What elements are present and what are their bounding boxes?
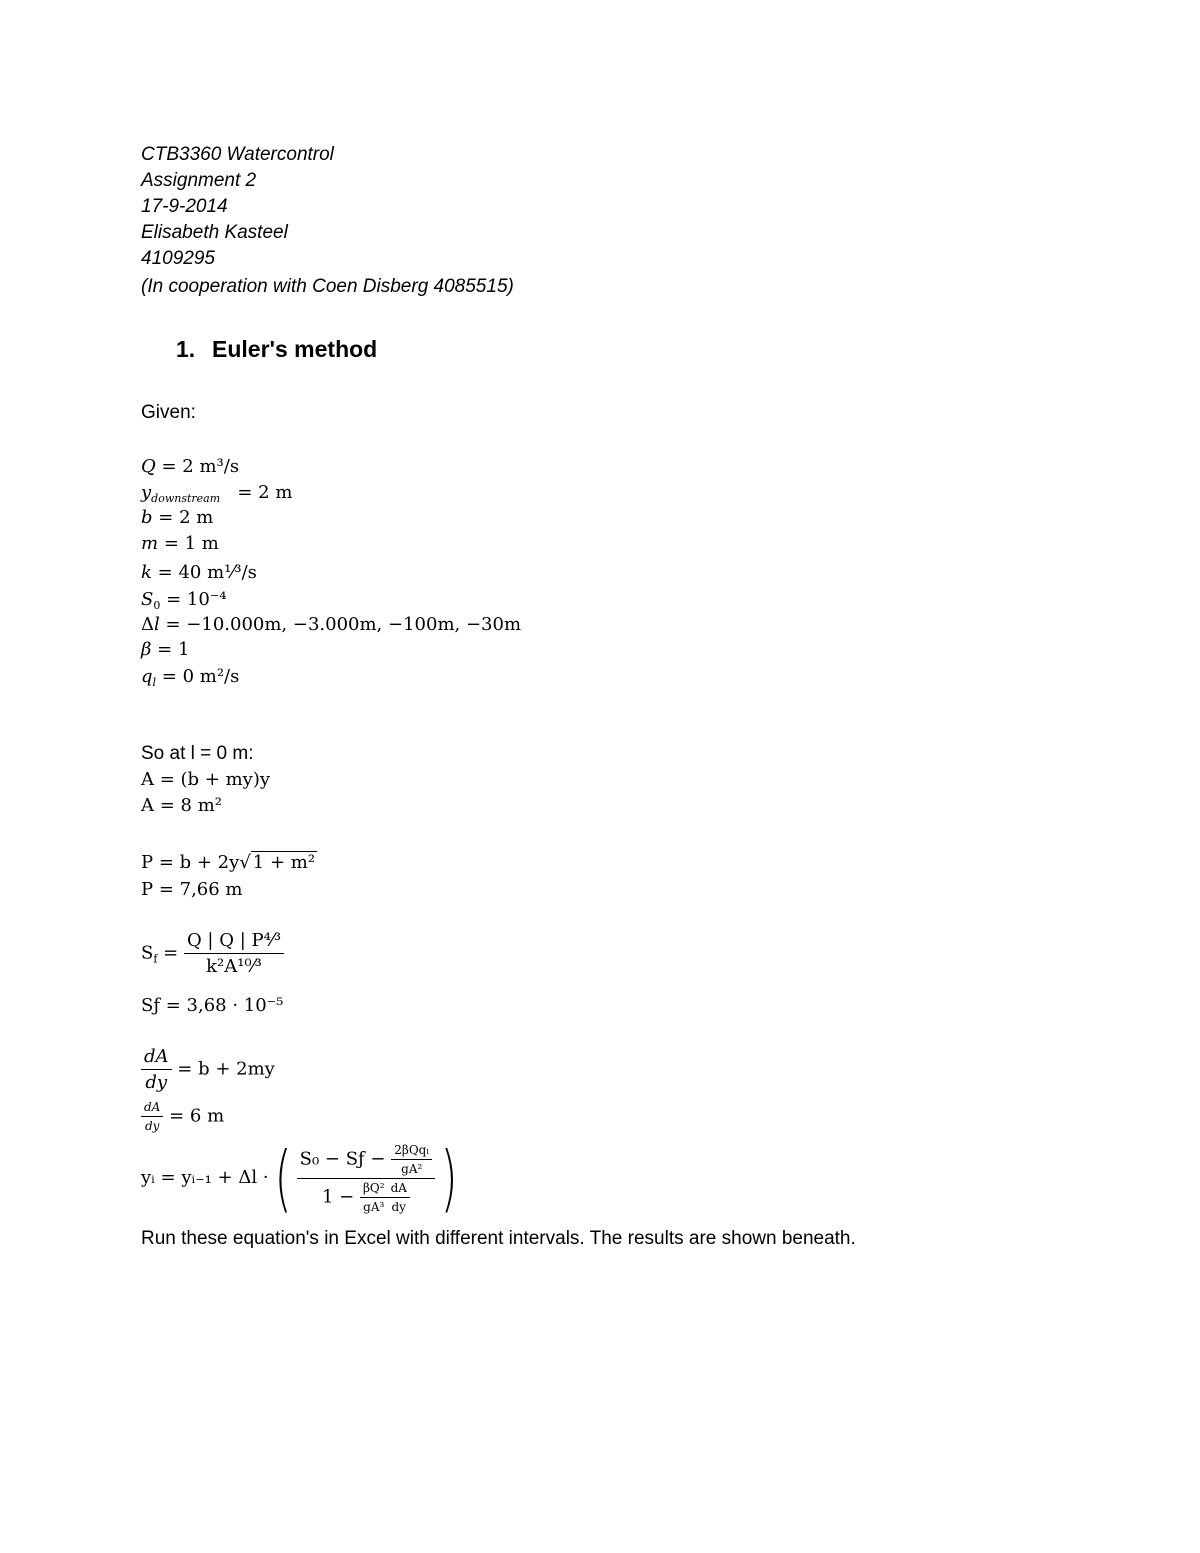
given-label: Given: <box>141 402 196 423</box>
friction-slope-value: Sƒ = 3,68 · 10⁻⁵ <box>141 995 284 1016</box>
dAdy-value: $\frac{dA}{dy}$ = 6 m <box>141 1100 224 1133</box>
dAdy-formula: $\frac{dA}{dy}$ = b + 2my <box>141 1046 275 1093</box>
perimeter-value: P = 7,66 m <box>141 879 243 900</box>
given-b: b = 2 m <box>141 507 214 528</box>
assignment-line: Assignment 2 <box>141 170 257 191</box>
given-Q: Q = 2 m³/s <box>141 456 240 477</box>
given-ql: $q_l = 0$ m²/s <box>141 666 240 689</box>
given-S0: $S_0 = 10^{-4}$ <box>141 589 227 612</box>
area-value: A = 8 m² <box>141 795 222 816</box>
friction-slope-formula: $S_f$ = $\frac{\text{Q | Q | P⁴⁄³}}{\text{k²A¹⁰⁄³}}$ <box>141 930 284 977</box>
author-line: Elisabeth Kasteel <box>141 222 288 243</box>
section-number: 1. <box>176 336 196 362</box>
given-k: k = 40 m¹⁄³/s <box>141 562 257 583</box>
student-number-line: 4109295 <box>141 248 215 269</box>
given-y-downstream: $y_{downstream}$ = 2 m <box>141 482 293 505</box>
given-dl: Δl = −10.000m, −3.000m, −100m, −30m <box>141 614 522 635</box>
section-title: Euler's method <box>212 336 378 362</box>
date-line: 17-9-2014 <box>141 196 228 217</box>
course-line: CTB3360 Watercontrol <box>141 144 334 165</box>
given-m: m = 1 m <box>141 533 219 554</box>
given-beta: β = 1 <box>141 639 190 660</box>
cooperation-line: (In cooperation with Coen Disberg 4085515) <box>141 276 514 297</box>
section-heading <box>176 336 377 363</box>
at-l0-intro: So at l = 0 m: <box>141 743 254 764</box>
perimeter-formula: P = b + 2y√ 1 + m² <box>141 852 316 873</box>
closing-sentence: Run these equation's in Excel with different intervals. The results are shown beneath. <box>141 1228 856 1249</box>
euler-formula: yᵢ = yᵢ₋₁ + Δl ·( S₀ − Sƒ − $\frac{\text{2βQqₗ}}{\text{gA²}}$ 1 − $\frac{\text{βQ²}}{\text{gA³}}$ $\frac{dA}{dy}$ ) <box>141 1136 458 1220</box>
area-formula: A = (b + my)y <box>141 769 271 790</box>
